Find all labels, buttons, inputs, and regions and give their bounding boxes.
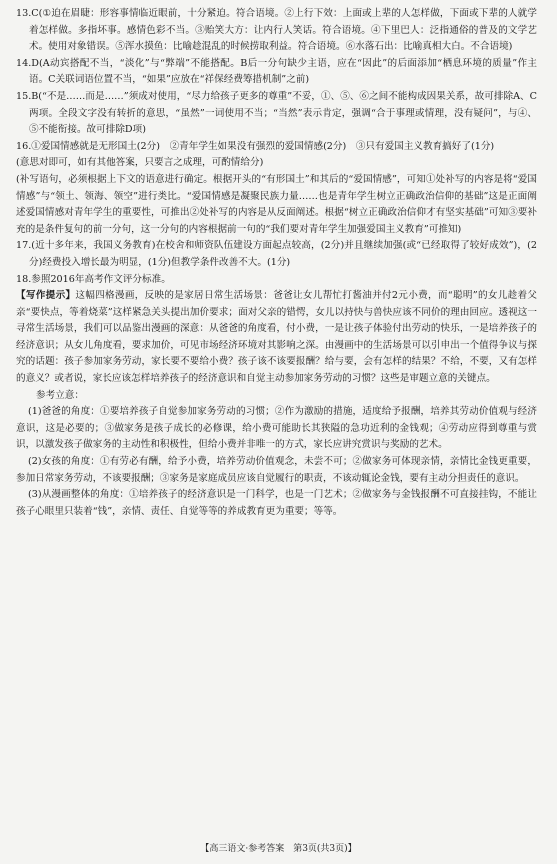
answer-16-explanation: (补写语句，必须根据上下文的语意进行确定。根据开头的“有形国土”和其后的“爱国情感”，可知①处补写的内容是将“爱国情感”与“领土、领海、领空”进行类比。“爱国情感是凝聚民族力量……也是青年学生树立正确政治信仰的基础”这是正面阐述爱国情感对青年学生的重要性，可推出②处补写的内容是从反面阐述。根据“树立正确政治信仰才有坚实基础”可知③要补充的是条件复句的前一分句，这一分句的内容根据前一句的“我们要对青年学生加强爱国主义教育”可推知) xyxy=(16,173,537,235)
page-footer: 【高三语文·参考答案 第3页(共3页)】 xyxy=(200,844,357,854)
answer-13: 13.C(①迫在眉睫：形容事情临近眼前，十分紧迫。符合语境。②上行下效：上面或上辈的人怎样做，下面或下辈的人就学着怎样做。多指坏事。感情色彩不当。③贻笑大方：让内行人笑话。符合语境。④下里巴人：泛指通俗的普及的文学艺术。使用对象错误。⑤浑水摸鱼：比喻趁混乱的时候捞取利益。符合语境。⑥水落石出：比喻真相大白。不合语境) xyxy=(16,8,537,53)
answer-16-note: (意思对即可，如有其他答案，只要言之成理，可酌情给分) xyxy=(16,157,264,169)
reference-idea-1: (1)爸爸的角度：①要培养孩子自觉参加家务劳动的习惯；②作为激励的措施，适度给予报酬，培养其劳动价值观与经济意识，这是必要的；③做家务是孩子成长的必修课，给小费可能助长其狭隘的急功近利的金钱观；④劳动应得到尊重与赏识，以激发孩子做家务的主动性和积极性，但给小费并非唯一的方式，家长应讲究赏识与奖励的艺术。 xyxy=(16,406,537,451)
reference-idea-2: (2)女孩的角度：①有劳必有酬，给予小费，培养劳动价值观念，未尝不可；②做家务可体现亲情，亲情比金钱更重要，参加日常家务劳动，不该要报酬；③家务是家庭成员应该自觉履行的职责，不该动辄论金钱，要有主动分担责任的意识。 xyxy=(16,456,537,484)
writing-hint xyxy=(16,288,537,388)
answer-14: 14.D(A动宾搭配不当，“淡化”与“弊端”不能搭配。B后一分句缺少主语，应在“因此”的后面添加“栖息环境的质量”作主语。C关联词语位置不当，“如果”应放在“祥保经费筹措机制”之前) xyxy=(16,57,537,86)
writing-hint-label: 【写作提示】 xyxy=(16,290,76,302)
reference-ideas-title: 参考立意： xyxy=(36,389,84,401)
writing-hint-text: 这幅四格漫画，反映的是家居日常生活场景：爸爸让女儿帮忙打酱油并付2元小费，而“聪明”的女儿趁着父亲“要快点，等着烧菜”这样紧急关头提出加价要求；面对父亲的错愕，女儿以持快与兽快应该不同价的理由回应。透视这一寻常生活场景，我们可以品鉴出漫画的深意：从爸爸的角度看，付小费，一是让孩子体验付出劳动的快乐，一是培养孩子的经济意识；从女儿角度看，要求加价，可见市场经济环境对其影响之深。由漫画中的生活场景可以引申出一个值得争议与探究的话题：孩子参加家务劳动，家长要不要给小费？孩子该不该要报酬？给与要，会有怎样的结果？不给，不要，又有怎样的意义？或者说，家长应该怎样培养孩子的经济意识和自觉主动参加家务劳动的习惯？这些是审题立意的关键点。 xyxy=(16,290,537,385)
reference-idea-3: (3)从漫画整体的角度：①培养孩子的经济意识是一门科学，也是一门艺术；②做家务与金钱报酬不可直接挂钩，不能让孩子心眼里只装着“钱”，亲情、责任、自觉等等的养成教育更为重要；等等。 xyxy=(16,489,537,517)
answer-15: 15.B(“不是……而是……”须成对使用，“尽力给孩子更多的尊重”不妥，①、⑤、⑥之间不能构成因果关系，故可排除A、C两项。全段文字没有转折的意思，“虽然”一词使用不当；“当然”表示肯定，强调“合于事理或情理，没有疑问”，与④、⑤不能衔接。故可排除D项) xyxy=(16,90,537,136)
answer-18: 18.参照2016年高考作文评分标准。 xyxy=(16,273,171,285)
answer-17: 17.(近十多年来，我国义务教育)在校舍和师资队伍建设方面起点较高，(2分)并且继续加强(或“已经取得了较好成效”)，(2分)经费投入增长最为明显，(1分)但教学条件改善不大。(1分) xyxy=(16,240,537,268)
answer-16: 16.①爱国情感就是无形国土(2分) ②青年学生如果没有强烈的爱国情感(2分) ③只有爱国主义教育搞好了(1分) xyxy=(16,140,495,152)
